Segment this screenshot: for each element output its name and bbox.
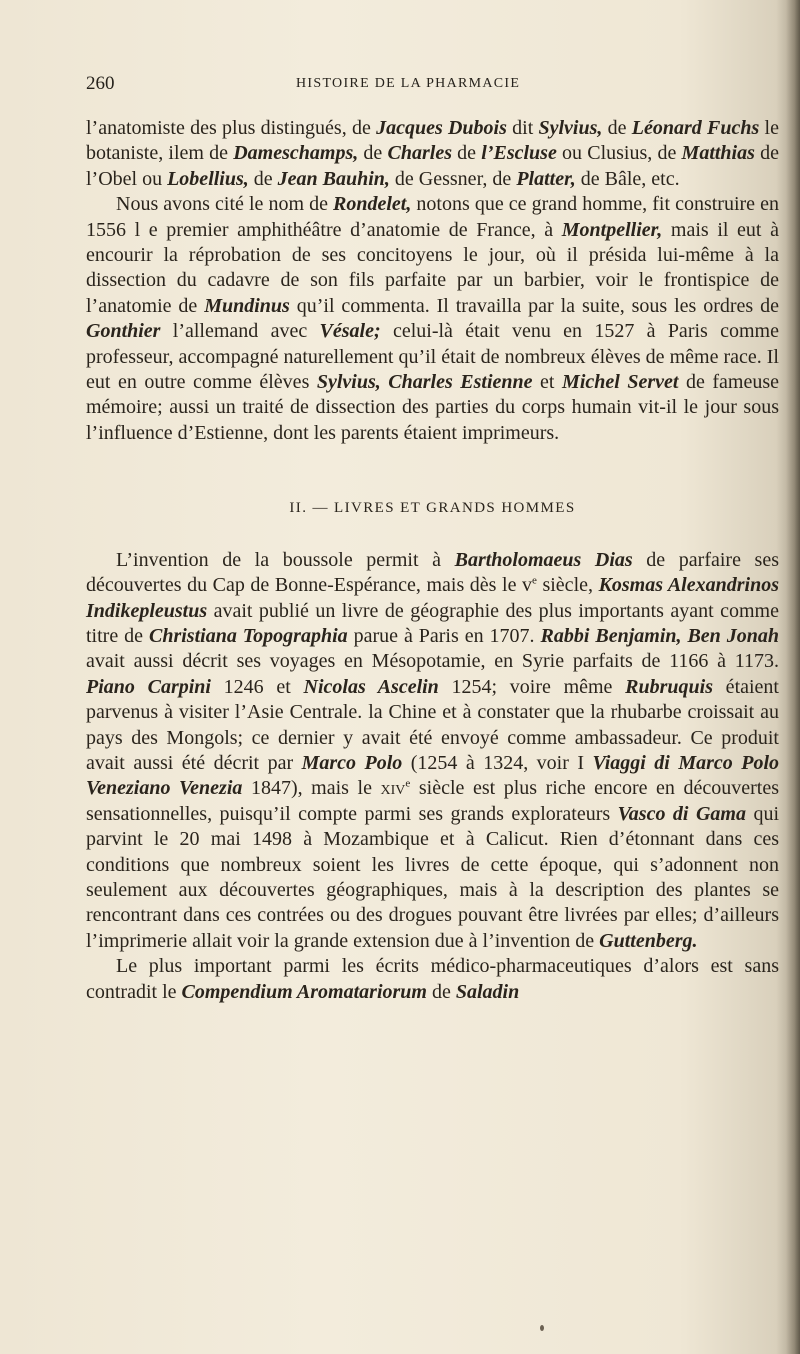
paragraph-anatomists: l’anatomiste des plus distingués, de Jacques Dubois dit Sylvius, de Léonard Fuchs le botaniste, ilem de Dameschamps, de Charles de l’Escluse ou Clusius, de Matthias de l’Obel ou Lobellius, de Jean Bauhin, de Gessner, de Platter, de Bâle, etc.: [86, 117, 779, 190]
paragraph-explorers: L’invention de la boussole permit à Bartholomaeus Dias de parfaire ses découvertes du Cap de Bonne-Espérance, mais dès le $v^e$ siècle, Kosmas Alexandrinos Indikepleustus avait publié un livre de géographie des plus importants ayant comme titre de Christiana Topographia parue à Paris en 1707. Rabbi Benjamin, Ben Jonah avait aussi décrit ses voyages en Mésopotamie, en Syrie parfaits de 1166 à 1173. Piano Carpini 1246 et Nicolas Ascelin 1254; voire même Rubruquis étaient parvenus à visiter l’Asie Centrale. la Chine et à constater que la rhubarbe croissait au pays des Mongols; ce dernier y avait été envoyé comme ambassadeur. Ce produit avait aussi été décrit par Marco Polo (1254 à 1324, voir I Viaggi di Marco Polo Veneziano Venezia 1847), mais le xiv$^e$ siècle est plus riche encore en découvertes sensationnelles, puisqu’il compte parmi ses grands explorateurs Vasco di Gama qui parvint le 20 mai 1498 à Mozambique et à Calicut. Rien d’étonnant dans ces conditions que nombreux soient les livres de cette époque, qui s’adonnent non seulement aux découvertes géographiques, mais à la description des plantes se rencontrant dans ces contrées ou des drogues pouvant être livrées par elles; d’ailleurs l’imprimerie allait voir la grande extension due à l’invention de Guttenberg.: [86, 548, 780, 952]
name-saladin: Saladin: [455, 980, 520, 1003]
name-piano-carpini: Piano Carpini: [86, 675, 211, 698]
name-platter: Platter,: [516, 167, 576, 190]
name-gonthier: Gonthier: [86, 320, 161, 343]
name-marco-polo: Marco Polo: [301, 751, 403, 774]
ink-speck: [540, 1325, 544, 1331]
page-number: 260: [86, 73, 115, 94]
name-michel-servet: Michel Servet: [562, 371, 679, 394]
name-kosmas: Kosmas Alexandrinos Indikepleustus: [86, 574, 779, 622]
name-guttenberg: Guttenberg.: [599, 929, 698, 952]
name-vasco-di-gama: Vasco di Gama: [617, 802, 746, 825]
name-rubruquis: Rubruquis: [625, 675, 713, 698]
place-montpellier: Montpellier,: [561, 218, 663, 241]
name-nicolas-ascelin: Nicolas Ascelin: [303, 675, 439, 698]
title-viaggi: Viaggi di Marco Polo Veneziano Venezia: [86, 751, 780, 800]
name-jacques-dubois: Jacques Dubois: [376, 117, 507, 139]
section-heading: II. — LIVRES ET GRANDS HOMMES: [289, 500, 576, 517]
name-dameschamps: Dameschamps,: [233, 142, 359, 165]
name-rondelet: Rondelet,: [333, 193, 412, 216]
name-lobellius: Lobellius,: [167, 167, 249, 190]
name-sylvius-estienne: Sylvius, Charles Estienne: [316, 371, 533, 394]
page-edge-shadow: [786, 0, 800, 1354]
name-charles: Charles: [387, 142, 452, 165]
name-bartholomaeus-dias: Bartholomaeus Dias: [454, 548, 633, 571]
running-head: [86, 73, 776, 97]
title-compendium: Compendium Aromatariorum: [181, 980, 427, 1003]
running-title: HISTOIRE DE LA PHARMACIE: [296, 76, 521, 91]
paragraph-rondelet: Nous avons cité le nom de Rondelet, notons que ce grand homme, fit construire en 1556 l e premier amphithéâtre d’anatomie de France, à Montpellier, mais il eut à encourir la réprobation de ses concitoyens le jour, où il présida lui-même à la dissection du cadavre de son fils parfaite par un barbier, voir le frontispice de l’anatomie de Mundinus qu’il commenta. Il travailla par la suite, sous les ordres de Gonthier l’allemand avec Vésale; celui-là était venu en 1527 à Paris comme professeur, accompagné naturellement qu’il était de nombreux élèves de même race. Il eut en outre comme élèves Sylvius, Charles Estienne et Michel Servet de fameuse mémoire; aussi un traité de dissection des parties du corps humain vit-il le jour sous l’influence d’Estienne, dont les parents étaient imprimeurs.: [86, 193, 779, 444]
name-rabbi-benjamin: Rabbi Benjamin, Ben Jonah: [540, 624, 779, 647]
name-jean-bauhin: Jean Bauhin,: [277, 167, 390, 190]
name-leonard-fuchs: Léonard Fuchs: [631, 117, 760, 139]
name-matthias: Matthias: [681, 142, 755, 165]
name-vesale: Vésale;: [319, 320, 381, 343]
name-lescluse: l’Escluse: [481, 142, 557, 165]
name-sylvius: Sylvius,: [538, 117, 603, 139]
paragraph-compendium: Le plus important parmi les écrits médico-pharmaceutiques d’alors est sans contradit le Compendium Aromatariorum de Saladin: [86, 955, 779, 1003]
title-christiana-topographia: Christiana Topographia: [149, 624, 348, 647]
body-text: [86, 116, 779, 1005]
name-mundinus: Mundinus: [204, 294, 290, 317]
